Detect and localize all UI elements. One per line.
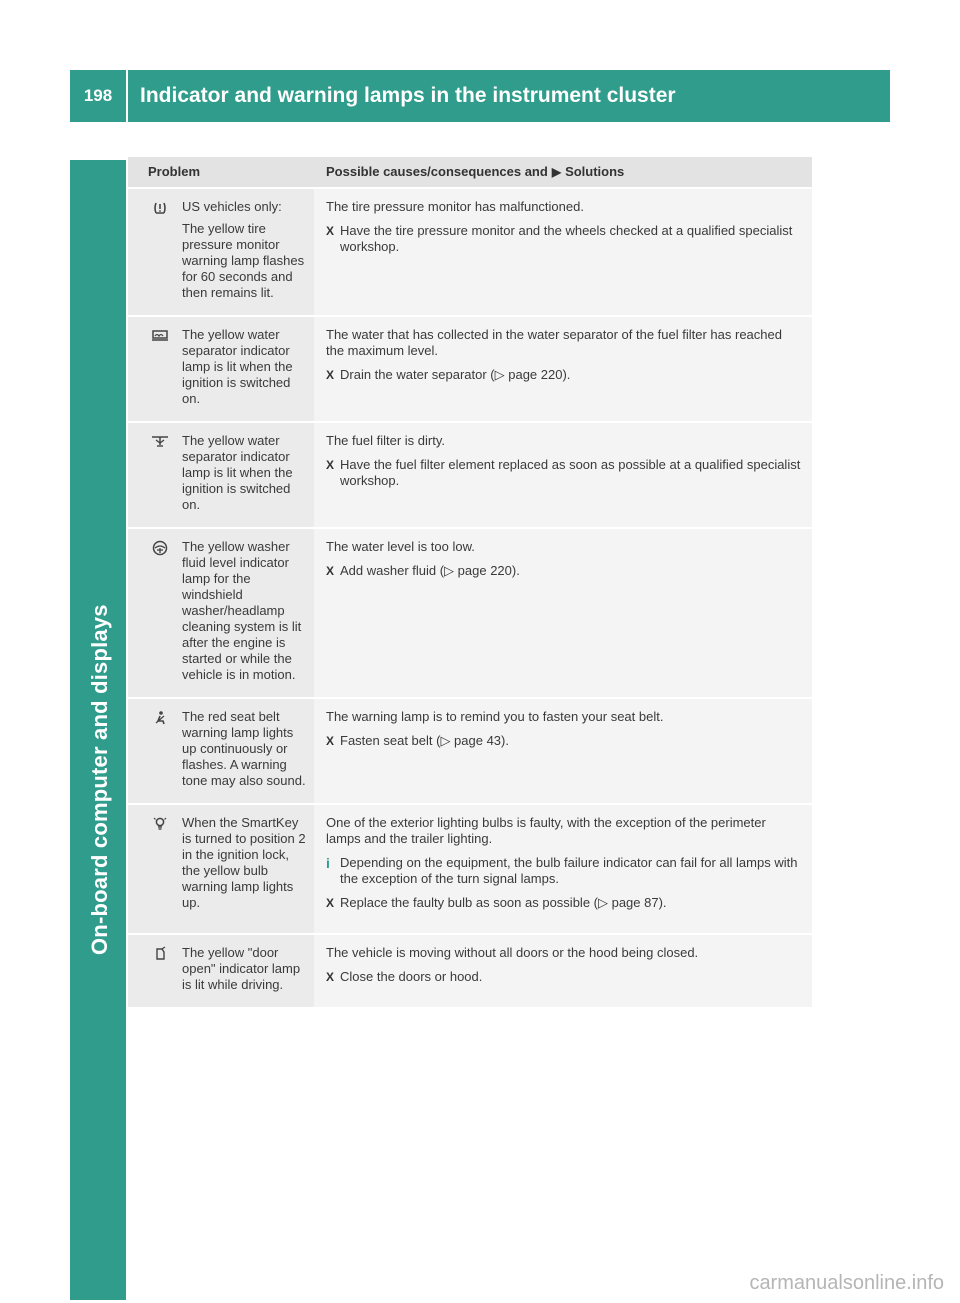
table-row [128,187,812,315]
cause-text: One of the exterior lighting bulbs is faulty, with the exception of the perimeter lamps and the trailer lighting. [326,815,766,846]
step-text: Replace the faulty bulb as soon as possible (▷ page 87). [340,895,667,910]
problem-text [182,199,308,301]
table-row [128,697,812,803]
step-text: Fasten seat belt (▷ page 43). [340,733,509,748]
bulb-failure-icon [138,815,182,919]
step-text: Have the tire pressure monitor and the wheels checked at a qualified specialist workshop. [340,223,793,254]
info-icon: i [326,855,330,871]
action-step [326,367,802,383]
action-step [326,223,802,255]
column-header-solutions-label: Solutions [565,164,625,179]
problem-cell [128,529,314,697]
page-number: 198 [83,86,113,105]
step-text: Add washer fluid (▷ page 220). [340,563,520,578]
problem-text [182,709,308,789]
problem-line: US vehicles only: [182,199,282,214]
sidebar-section-label: On-board computer and displays [87,604,112,956]
seat-belt-icon [138,709,182,789]
cause-text: The water that has collected in the water separator of the fuel filter has reached the maximum level. [326,327,782,358]
solution-cell [314,423,812,527]
page-title: Indicator and warning lamps in the instrument cluster [140,84,676,107]
action-marker-icon: X [326,896,335,910]
action-marker-icon: X [326,734,335,748]
table-row [128,315,812,421]
step-text: Close the doors or hood. [340,969,483,984]
solution-cell [314,317,812,421]
cause-text: The warning lamp is to remind you to fasten your seat belt. [326,709,664,724]
table-row [128,933,812,1007]
problem-line: When the SmartKey is turned to position 2 in the ignition lock, the yellow bulb warning lamp lights up. [182,815,306,910]
problem-cell [128,189,314,315]
water-separator-icon [138,327,182,407]
action-step [326,733,802,749]
table-row [128,421,812,527]
column-header-causes: Possible causes/consequences and [326,164,548,179]
table-header [128,157,812,187]
problem-cell [128,423,314,527]
problem-text [182,327,308,407]
problem-text [182,539,308,683]
action-marker-icon: X [326,970,335,984]
cause-text: The tire pressure monitor has malfunctioned. [326,199,584,214]
table-body [128,187,812,1007]
action-marker-icon: X [326,224,335,238]
solution-arrow-icon: ▶ [551,165,562,179]
fuel-filter-icon [138,433,182,513]
solution-cell [314,529,812,697]
action-step [326,563,802,579]
action-marker-icon: X [326,564,335,578]
cause-text: The water level is too low. [326,539,475,554]
washer-fluid-icon [138,539,182,683]
tire-pressure-icon [138,199,182,301]
step-text: Drain the water separator (▷ page 220). [340,367,571,382]
cause-text: The vehicle is moving without all doors or the hood being closed. [326,945,699,960]
problem-cell [128,699,314,803]
table-row [128,803,812,933]
problem-line: The yellow water separator indicator lamp is lit when the ignition is switched on. [182,327,293,406]
problem-line: The yellow water separator indicator lamp is lit when the ignition is switched on. [182,433,293,512]
table-row [128,527,812,697]
solution-cell [314,189,812,315]
info-note [326,855,802,887]
watermark: carmanualsonline.info [749,1272,944,1294]
problem-cell [128,805,314,933]
action-step [326,895,802,911]
problem-line: The yellow tire pressure monitor warning lamp flashes for 60 seconds and then remains lit. [182,221,305,300]
action-step [326,457,802,489]
problem-text [182,815,308,919]
problem-text [182,945,308,993]
column-header-problem: Problem [148,164,201,179]
cause-text: The fuel filter is dirty. [326,433,445,448]
action-marker-icon: X [326,368,335,382]
solution-cell [314,935,812,1007]
problem-text [182,433,308,513]
solution-cell [314,699,812,803]
action-step [326,969,802,985]
solution-cell [314,805,812,933]
column-header-solutions [314,164,812,180]
problem-line: The yellow "door open" indicator lamp is lit while driving. [182,945,301,992]
step-text: Have the fuel filter element replaced as soon as possible at a qualified specialist workshop. [340,457,801,488]
problem-line: The yellow washer fluid level indicator lamp for the windshield washer/headlamp cleaning system is lit after the engine is started or while the vehicle is in motion. [182,539,302,682]
action-marker-icon: X [326,458,335,472]
problem-cell [128,935,314,1007]
door-open-icon [138,945,182,993]
step-text: Depending on the equipment, the bulb failure indicator can fail for all lamps with the exception of the turn signal lamps. [340,855,798,886]
problem-cell [128,317,314,421]
problem-line: The red seat belt warning lamp lights up continuously or flashes. A warning tone may also sound. [182,709,306,788]
lamp-table [128,157,812,1007]
